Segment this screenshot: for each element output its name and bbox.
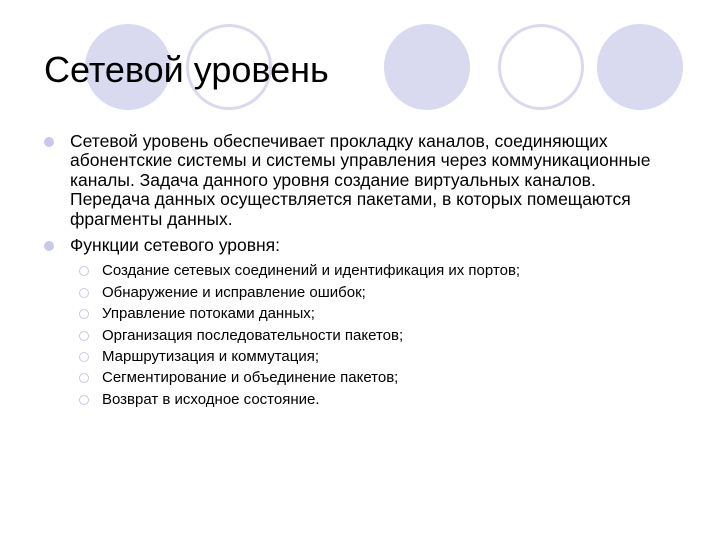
sub-bullet-text: Управление потоками данных;: [102, 305, 315, 323]
bullet-item: [44, 236, 664, 255]
decorative-circle-filled: [597, 24, 683, 110]
ring-bullet-icon: [79, 352, 89, 362]
sub-bullet-list: [44, 262, 664, 408]
ring-bullet-icon: [79, 331, 89, 341]
bullet-item: [44, 132, 664, 229]
slide-title: Сетевой уровень: [44, 49, 329, 90]
sub-bullet-text: Маршрутизация и коммутация;: [102, 348, 320, 365]
sub-bullet-item: [44, 262, 664, 280]
decorative-circle-outline: [498, 24, 584, 110]
sub-bullet-item: [44, 348, 664, 366]
decorative-circle-filled: [384, 24, 470, 110]
sub-bullet-text: Организация последовательности пакетов;: [102, 326, 404, 344]
bullet-text: Сетевой уровень обеспечивает прокладку каналов, соединяющих абонентские системы и системы управления через коммуникационные каналы. Задача данного уровня создание виртуальных каналов. Передача данных осуществляется пакетами, в которых помещаются фрагменты данных.: [70, 131, 651, 229]
sub-bullet-item: [44, 327, 664, 345]
bullet-dot-icon: [44, 137, 54, 147]
ring-bullet-icon: [79, 395, 89, 405]
sub-bullet-item: [44, 369, 664, 387]
ring-bullet-icon: [79, 266, 89, 276]
bullet-text: Функции сетевого уровня:: [70, 235, 281, 256]
sub-bullet-item: [44, 284, 664, 302]
bullet-dot-icon: [44, 241, 54, 251]
ring-bullet-icon: [79, 288, 89, 298]
sub-bullet-text: Создание сетевых соединений и идентификация их портов;: [102, 262, 521, 280]
slide-body: [44, 132, 664, 412]
sub-bullet-item: [44, 391, 664, 409]
sub-bullet-text: Сегментирование и объединение пакетов;: [102, 369, 399, 387]
sub-bullet-text: Возврат в исходное состояние.: [102, 390, 320, 408]
ring-bullet-icon: [79, 309, 89, 319]
sub-bullet-item: [44, 305, 664, 323]
sub-bullet-text: Обнаружение и исправление ошибок;: [102, 283, 366, 301]
ring-bullet-icon: [79, 373, 89, 383]
